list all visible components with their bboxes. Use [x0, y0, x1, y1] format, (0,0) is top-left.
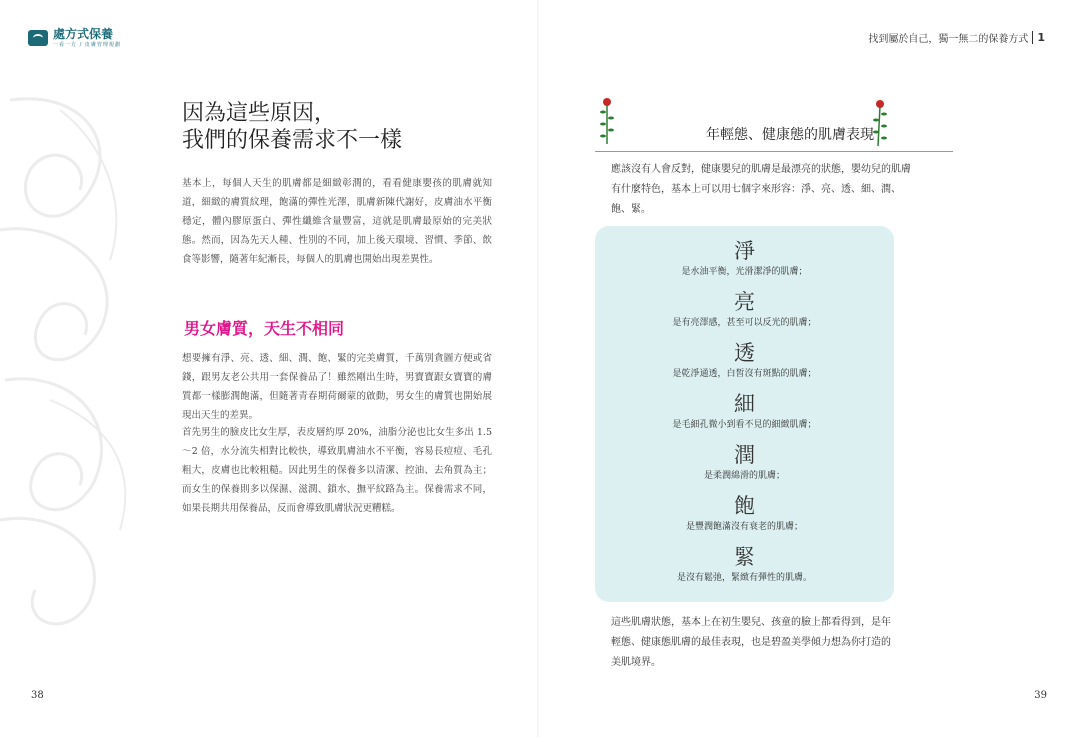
trait-item	[595, 340, 894, 391]
logo-title: 處方式保養	[53, 27, 114, 41]
left-page	[0, 0, 538, 737]
body-paragraph: 基本上，每個人天生的肌膚都是細緻彰潤的，看看健康嬰孩的肌膚就知道，細緻的膚質紋理，飽滿的彈性光澤，肌膚新陳代謝好，皮膚油水平衡穩定，體內膠原蛋白、彈性纖維含量豐富，這就是肌膚最原始的完美狀態。然而，因為先天人種、性別的不同，加上後天環境、習慣、季節、飲食等影響，隨著年紀漸長，每個人的肌膚也開始出現差異性。	[182, 178, 492, 265]
trait-item	[595, 493, 894, 544]
section-title: 年輕態、健康態的肌膚表現	[706, 127, 874, 143]
running-header	[868, 30, 1045, 45]
traits-box	[595, 226, 894, 602]
section-subtitle: 男女膚質，天生不相同	[184, 319, 345, 338]
page-number: 39	[1034, 690, 1047, 701]
trait-character: 亮	[734, 290, 755, 314]
trait-character: 透	[734, 341, 755, 365]
logo-subtitle: 一看一方 / 皮膚管理規劃	[53, 42, 121, 48]
trait-item	[595, 442, 894, 493]
logo-icon	[28, 30, 48, 46]
trait-character: 緊	[734, 545, 755, 569]
trait-character: 細	[734, 392, 755, 416]
body-paragraph: 首先男生的臉皮比女生厚，表皮層約厚 20%，油脂分泌也比女生多出 1.5～2 倍，水分流失相對比較快，導致肌膚油水不平衡，容易長痘痘、毛孔粗大，皮膚也比較粗糙。因此男生的保養多以清潔、控油、去角質為主；而女生的保養則多以保濕、滋潤、鎖水、撫平紋路為主。保養需求不同，如果長期共用保養品，反而會導致肌膚狀況更糟糕。	[182, 427, 492, 514]
trait-item	[595, 238, 894, 289]
trait-description: 是豐潤飽滿沒有衰老的肌膚；	[685, 522, 803, 532]
body-paragraph: 想要擁有淨、亮、透、細、潤、飽、緊的完美膚質，千萬別貪圖方便或省錢，跟男友老公共用一套保養品了！雖然剛出生時，男寶寶跟女寶寶的膚質都一樣膨潤飽滿，但隨著青春期荷爾蒙的啟動，男女生的膚質也開始展現出天生的差異。	[182, 353, 492, 421]
page-title-line: 因為這些原因，	[182, 101, 337, 126]
section-header	[595, 124, 945, 144]
trait-description: 是有亮澤感，甚至可以反光的肌膚；	[672, 318, 817, 328]
closing-paragraph: 這些肌膚狀態，基本上在初生嬰兒、孩童的臉上都看得到，是年輕態、健康態肌膚的最佳表現，也是碧盈美學傾力想為你打造的美肌境界。	[611, 617, 891, 668]
trait-character: 淨	[734, 239, 755, 263]
trait-description: 是乾淨通透，白皙沒有斑點的肌膚；	[672, 369, 817, 379]
trait-description: 是水油平衡，光滑潔淨的肌膚；	[681, 267, 808, 277]
trait-character: 飽	[734, 494, 755, 518]
trait-description: 是沒有鬆弛，緊緻有彈性的肌膚。	[676, 573, 812, 583]
brand-logo	[28, 28, 121, 48]
intro-paragraph: 應該沒有人會反對，健康嬰兒的肌膚是最漂亮的狀態，嬰幼兒的肌膚有什麼特色，基本上可以用七個字來形容：淨、亮、透、細、潤、飽、緊。	[611, 164, 911, 215]
trait-item	[595, 544, 894, 595]
decorative-swirl-ornament	[0, 80, 150, 640]
traits-list	[595, 238, 894, 595]
trait-description: 是柔潤綿滑的肌膚；	[703, 471, 785, 481]
trait-item	[595, 391, 894, 442]
section-divider	[595, 151, 953, 152]
chapter-number: 1	[1032, 31, 1045, 44]
trait-description: 是毛細孔微小到看不見的細緻肌膚；	[672, 420, 817, 430]
page-title	[182, 100, 402, 154]
running-header-text: 找到屬於自己，獨一無二的保養方式	[868, 34, 1029, 45]
trait-character: 潤	[734, 443, 755, 467]
page-title-line: 我們的保養需求不一樣	[182, 128, 403, 153]
trait-item	[595, 289, 894, 340]
page-number: 38	[31, 690, 44, 701]
